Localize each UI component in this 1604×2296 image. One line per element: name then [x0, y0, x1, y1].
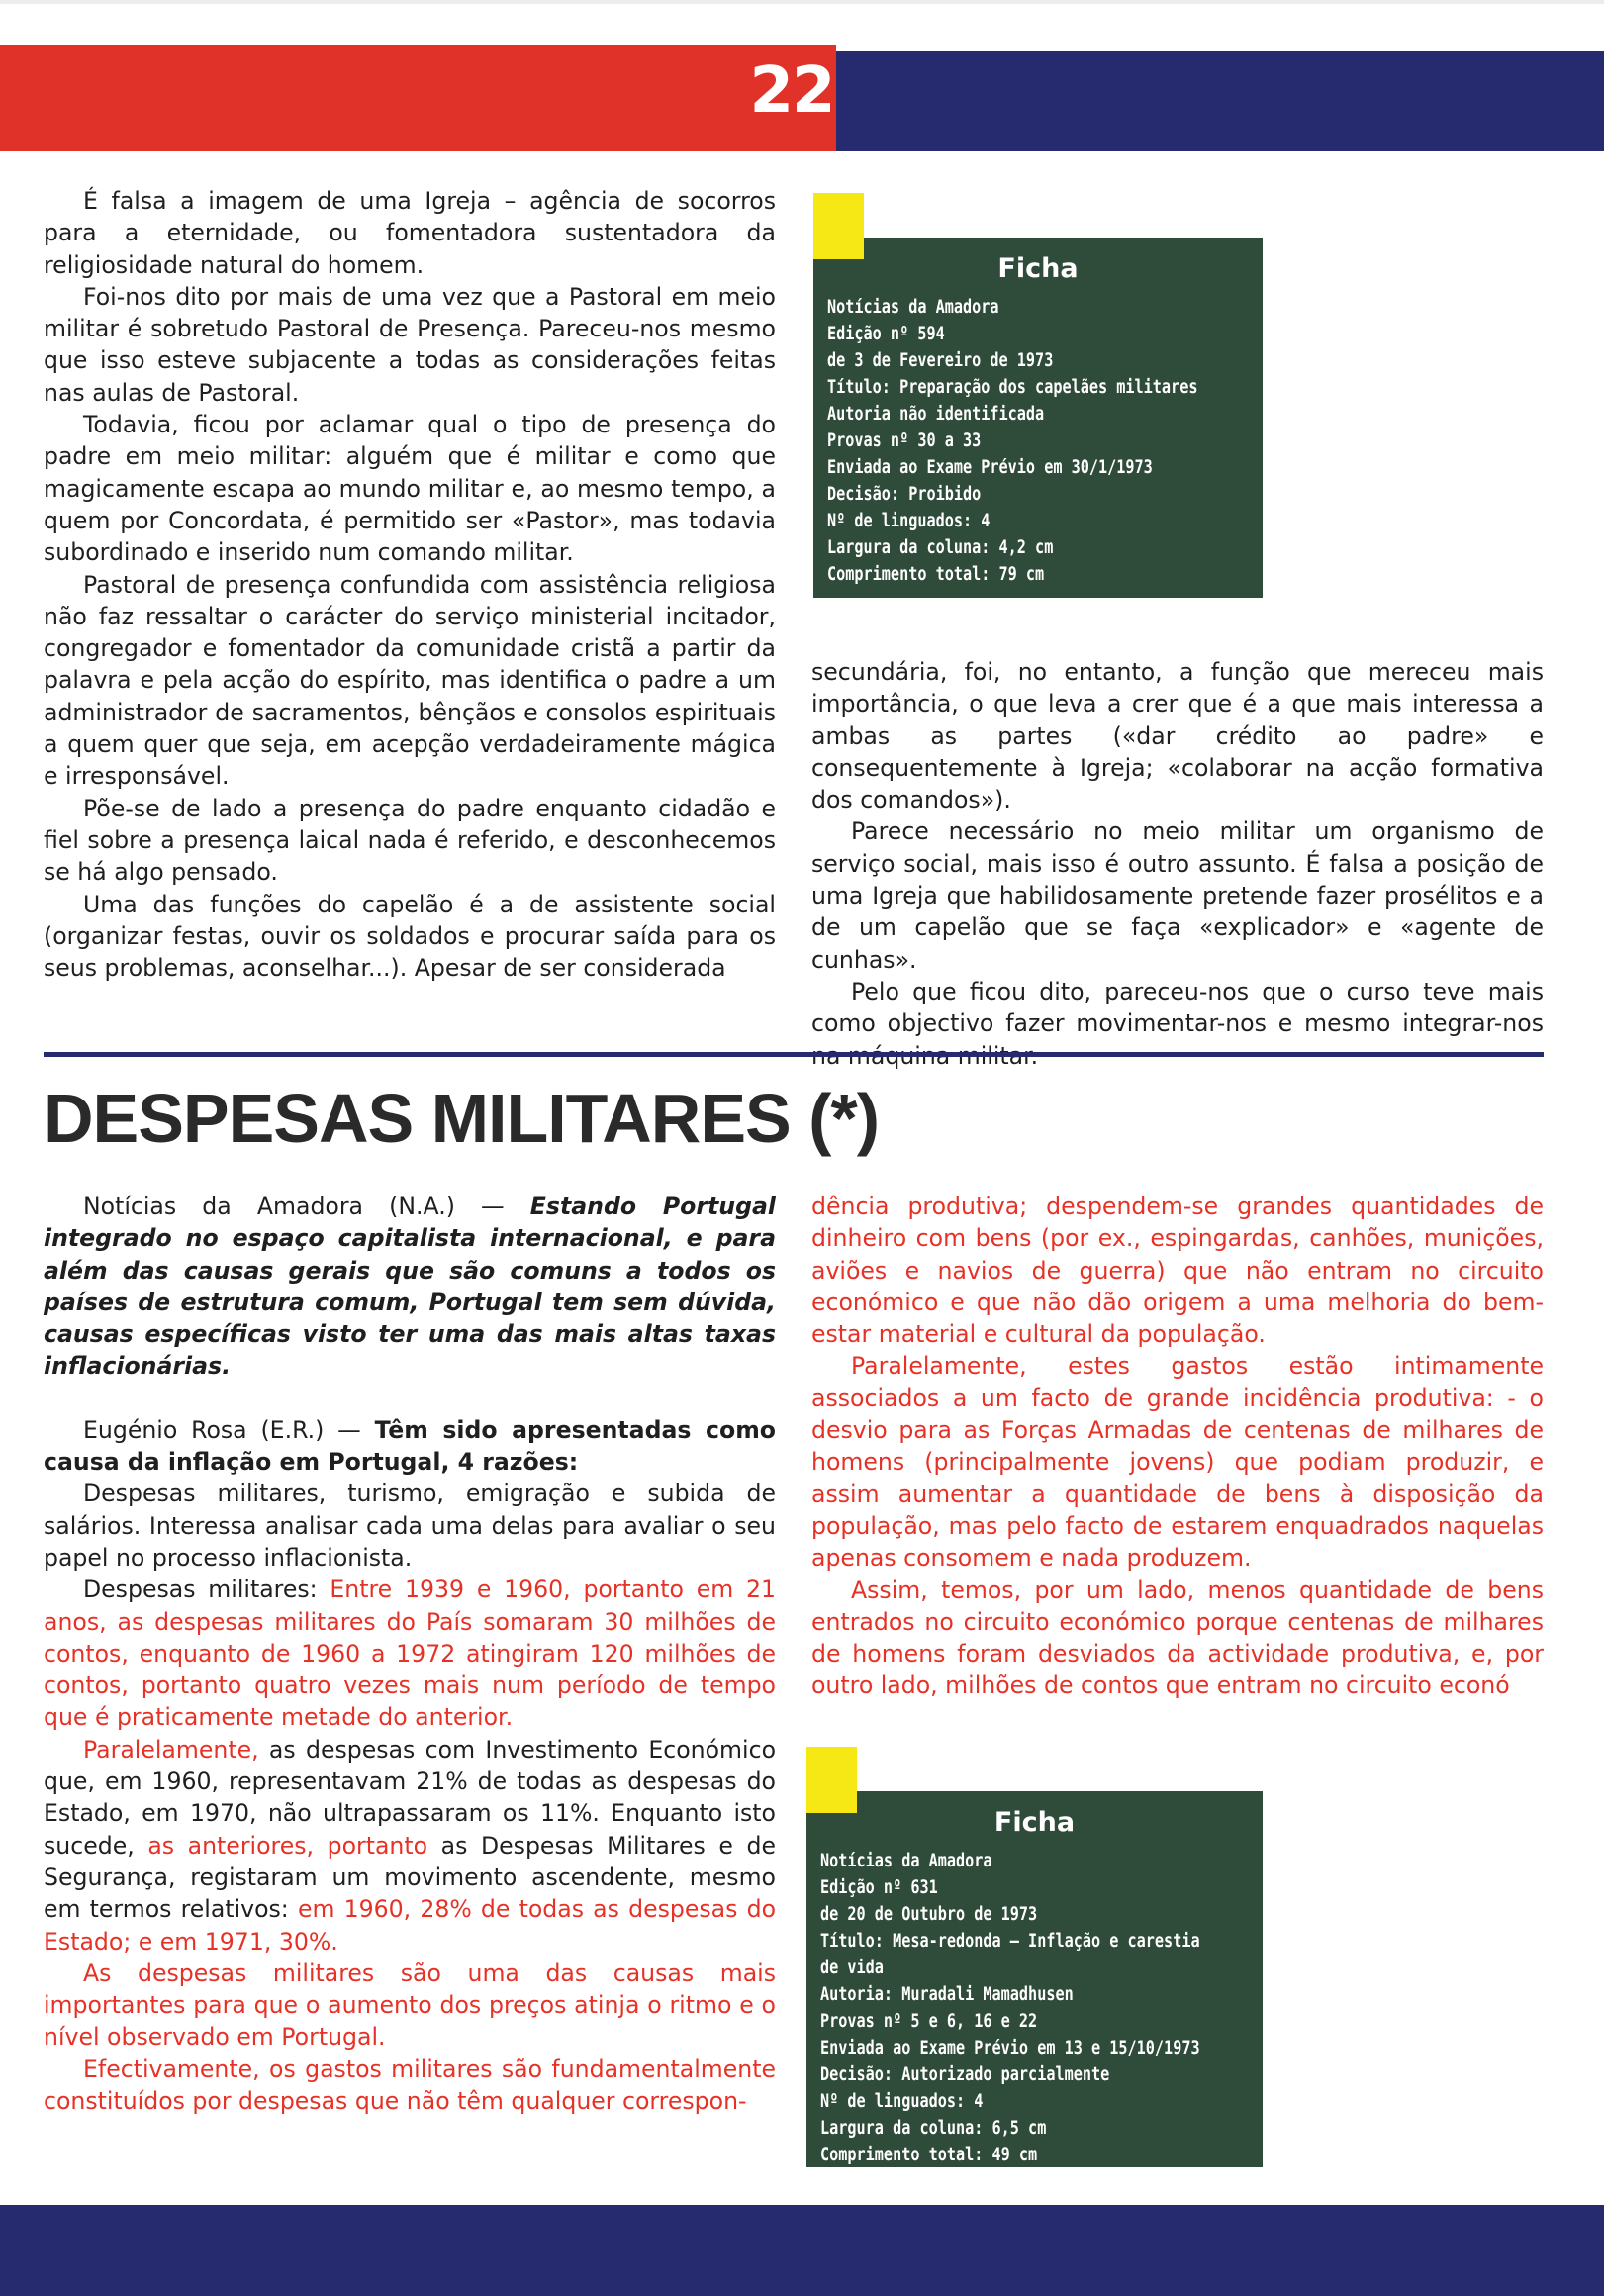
ficha-rows [827, 294, 1253, 588]
ficha-row: Título: Mesa-redonda – Inflação e carestia [820, 1931, 1200, 1952]
paragraph: Assim, temos, por um lado, menos quantidade de bens entrados no circuito económico porque centenas de milhares de homens foram desviados da actividade produtiva, e, por outro lado, milhões de contos que entram no circuito econó [811, 1576, 1544, 1700]
ficha-title: Ficha [997, 253, 1079, 284]
footer-blue-band [0, 2205, 1604, 2296]
paragraph: Despesas militares, turismo, emigração e subida de salários. Interessa analisar cada uma delas para avaliar o seu papel no processo inflacionista. [44, 1480, 776, 1572]
intro-question [44, 1191, 776, 1383]
ficha-row: de 20 de Outubro de 1973 [820, 1904, 1038, 1925]
ficha-box-1 [813, 238, 1263, 598]
yellow-tab [806, 1747, 857, 1791]
top-rule [0, 0, 1604, 4]
highlight-run: em 1960, 28% de todas as despesas do Estado; e em 1971, 30%. [44, 1895, 776, 1956]
ficha-row: Nº de linguados: 4 [820, 2091, 984, 2112]
ficha-row: Notícias da Amadora [827, 297, 999, 318]
ficha-row: Enviada ao Exame Prévio em 13 e 15/10/1973 [820, 2038, 1200, 2058]
header-blue-band [836, 51, 1604, 151]
highlight-run: as anteriores, portanto [147, 1831, 428, 1860]
paragraph: Todavia, ficou por aclamar qual o tipo de presença do padre em meio militar: alguém que é militar e como que magicamente escapa ao mundo militar e, ao mesmo tempo, a quem por Concordata, é permitido ser «Pastor», mas todavia subordinado e inserido num comando militar. [44, 411, 776, 567]
ficha-row: Autoria não identificada [827, 404, 1045, 425]
article1-left-column [44, 185, 776, 984]
ficha-row: Comprimento total: 79 cm [827, 564, 1045, 585]
paragraph: Põe-se de lado a presença do padre enquanto cidadão e fiel sobre a presença laical nada é referido, e desconhecemos se há algo pensado. [44, 794, 776, 887]
ficha-title: Ficha [993, 1807, 1076, 1838]
ficha-row: Largura da coluna: 4,2 cm [827, 537, 1054, 558]
paragraph: Efectivamente, os gastos militares são fundamentalmente constituídos por despesas que não têm qualquer correspon- [44, 2055, 776, 2116]
text-run: Despesas militares: [83, 1576, 330, 1604]
section-title: DESPESAS MILITARES (*) [44, 1080, 880, 1157]
paragraph: As despesas militares são uma das causas mais importantes para que o aumento dos preços atinja o ritmo e o nível observado em Portugal. [44, 1959, 776, 2052]
paragraph: É falsa a imagem de uma Igreja – agência de socorros para a eternidade, ou fomentadora sustentadora da religiosidade natural do homem. [44, 187, 776, 279]
header-red-band [0, 45, 836, 151]
question-text: Estando Portugal integrado no espaço capitalista internacional, e para além das causas gerais que são comuns a todos os países de estrutura comum, Portugal tem sem dúvida, causas específicas visto ter uma das mais altas taxas inflacionárias. [44, 1193, 776, 1381]
ficha-row: Largura da coluna: 6,5 cm [820, 2118, 1047, 2139]
page-number: 22 [749, 54, 834, 128]
paragraph: secundária, foi, no entanto, a função que mereceu mais importância, o que leva a crer que é a que mais interessa a ambas as partes («dar crédito ao padre» e consequentemente à Igreja; «colaborar na acção formativa dos comandos»). [811, 658, 1544, 814]
ficha-row: Provas nº 30 a 33 [827, 430, 982, 451]
paragraph [44, 1574, 776, 1733]
ficha-row: Edição nº 631 [820, 1877, 938, 1898]
paragraph: Parece necessário no meio militar um organismo de serviço social, mais isso é outro assunto. É falsa a posição de uma Igreja que habilidosamente pretende fazer prosélitos e a de um capelão que se faça «explicador» e «agente de cunhas». [811, 817, 1544, 974]
speaker: Eugénio Rosa (E.R.) — [83, 1415, 361, 1444]
highlight-run: Entre 1939 e 1960, portanto em 21 anos, as despesas militares do País somaram 30 milhões de contos, enquanto de 1960 a 1972 atingiram 120 milhões de contos, portanto quatro vezes mais num período de tempo que é praticamente metade do anterior. [44, 1576, 776, 1732]
paragraph: dência produtiva; despendem-se grandes quantidades de dinheiro com bens (por ex., espingardas, canhões, munições, aviões e navios de guerra) que não entram no circuito económico e que não dão origem a uma melhoria do bem-estar material e cultural da população. [811, 1193, 1544, 1349]
ficha-row: Comprimento total: 49 cm [820, 2145, 1038, 2165]
ficha-row: Enviada ao Exame Prévio em 30/1/1973 [827, 457, 1153, 478]
ficha-row: Provas nº 5 e 6, 16 e 22 [820, 2011, 1038, 2032]
ficha-row: Edição nº 594 [827, 324, 945, 344]
article2-left-column [44, 1191, 776, 2117]
article1-right-column [811, 656, 1544, 1072]
ficha-row: de 3 de Fevereiro de 1973 [827, 350, 1054, 371]
text-run: as despesas com Investimento Económico que, em 1960, representavam 21% de todas as despesas do Estado, em 1970, não ultrapassaram os 11%. Enquanto isto sucede, [44, 1735, 776, 1860]
paragraph [44, 1734, 776, 1958]
speaker: Notícias da Amadora (N.A.) — [83, 1193, 505, 1220]
highlight-run: Paralelamente, [83, 1735, 259, 1764]
ficha-row: Título: Preparação dos capelães militares [827, 377, 1198, 398]
text-run: as Despesas Militares e de Segurança, registaram um movimento ascendente, mesmo em termos relativos: [44, 1831, 776, 1924]
yellow-tab [813, 193, 864, 238]
ficha-rows [820, 1848, 1253, 2168]
ficha-row: de vida [820, 1958, 884, 1978]
ficha-row: Decisão: Proibido [827, 484, 982, 505]
ficha-box-2 [806, 1791, 1263, 2167]
ficha-row: Notícias da Amadora [820, 1851, 992, 1871]
answer-heading-text: Têm sido apresentadas como causa da inflação em Portugal, 4 razões: [44, 1415, 776, 1477]
article2-right-column [811, 1191, 1544, 1702]
paragraph: Pelo que ficou dito, pareceu-nos que o curso teve mais como objectivo fazer movimentar-nos e mesmo integrar-nos [811, 977, 1544, 1038]
ficha-row: Decisão: Autorizado parcialmente [820, 2064, 1110, 2085]
paragraph: Uma das funções do capelão é a de assistente social (organizar festas, ouvir os soldados e procurar saída para os seus problemas, aconselhar...). Apesar de ser considerada [44, 890, 776, 983]
answer-heading [44, 1414, 776, 1479]
ficha-row: Autoria: Muradali Mamadhusen [820, 1984, 1074, 2005]
paragraph: Foi-nos dito por mais de uma vez que a Pastoral em meio militar é sobretudo Pastoral de Presença. Pareceu-nos mesmo que isso esteve subjacente a todas as considerações feitas nas aulas de Pastoral. [44, 282, 776, 407]
paragraph: Pastoral de presença confundida com assistência religiosa não faz ressaltar o carácter do serviço ministerial incitador, congregador e fomentador da comunidade cristã a partir da palavra e pela acção do espírito, mas identifica o padre a um administrador de sacramentos, bênçãos e consolos espirituais a quem quer que seja, em acepção verdadeiramente mágica e irresponsável. [44, 570, 776, 791]
ficha-row: Nº de linguados: 4 [827, 511, 991, 531]
paragraph: Paralelamente, estes gastos estão intimamente associados a um facto de grande incidência produtiva: - o desvio para as Forças Armadas de centenas de milhares de homens (principalmente jovens) que podiam produzir, e assim aumentar a quantidade de bens à disposição da população, mas pelo facto de estarem enquadrados naquelas apenas consomem e nada produzem. [811, 1352, 1544, 1573]
section-divider [44, 1052, 1544, 1057]
